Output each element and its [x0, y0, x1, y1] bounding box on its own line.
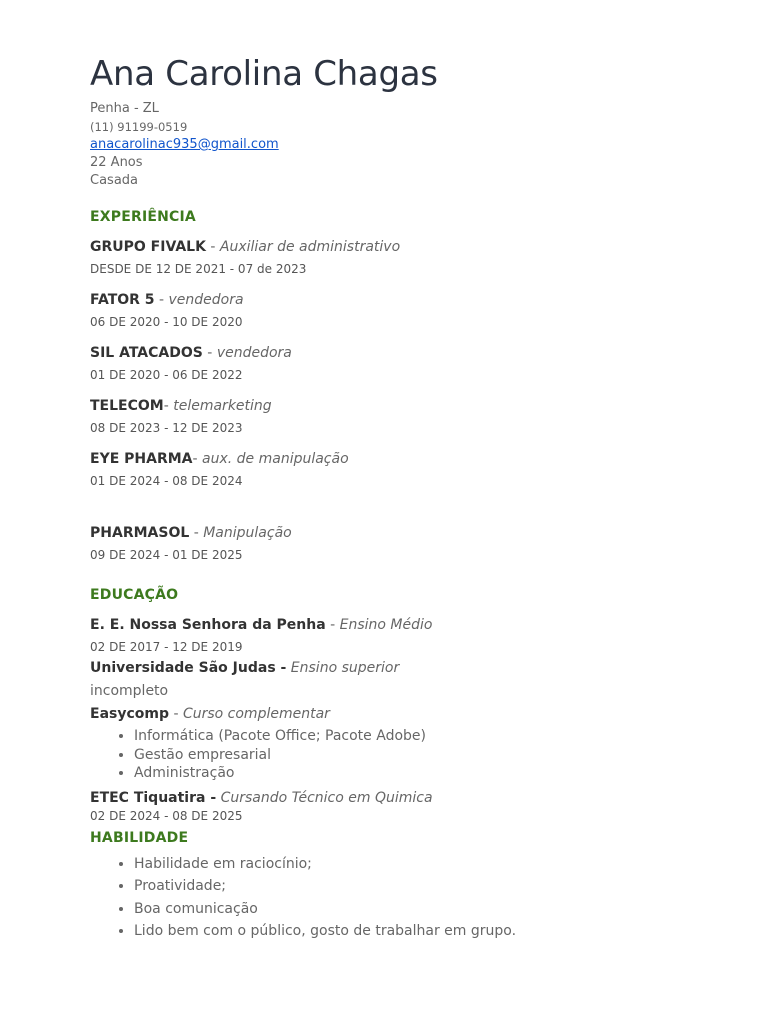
school-name: Universidade São Judas -	[90, 660, 287, 676]
education-entry: E. E. Nossa Senhora da Penha - Ensino Médio 02 DE 2017 - 12 DE 2019	[90, 616, 710, 655]
list-item: • Boa comunicação	[134, 898, 710, 921]
company-name: TELECOM	[90, 398, 164, 414]
skills-list	[90, 853, 710, 943]
education-entry	[90, 789, 710, 824]
company-name: EYE PHARMA	[90, 451, 193, 467]
list-item: • Proatividade;	[134, 875, 710, 898]
job-role: telemarketing	[173, 398, 272, 414]
education-note: incompleto	[90, 683, 169, 699]
experience-entry: EYE PHARMA- aux. de manipulação 01 DE 2024 - 08 DE 2024	[90, 450, 710, 489]
job-dates: 09 DE 2024 - 01 DE 2025	[90, 548, 243, 562]
list-item: • Habilidade em raciocínio;	[134, 853, 710, 876]
age: 22 Anos	[90, 155, 143, 170]
list-item: • Administração	[134, 764, 710, 783]
education-heading: EDUCAÇÃO	[90, 587, 179, 603]
experience-entry: SIL ATACADOS - vendedora 01 DE 2020 - 06 DE 2022	[90, 344, 710, 383]
school-name: E. E. Nossa Senhora da Penha	[90, 617, 326, 633]
company-name: PHARMASOL	[90, 525, 190, 541]
company-name: GRUPO FIVALK	[90, 239, 206, 255]
resume-page	[90, 52, 710, 943]
job-role: Manipulação	[203, 525, 292, 541]
job-dates: 08 DE 2023 - 12 DE 2023	[90, 421, 243, 435]
course-topics-list	[90, 727, 710, 783]
experience-heading: EXPERIÊNCIA	[90, 209, 196, 225]
school-name: ETEC Tiquatira -	[90, 789, 217, 806]
location: Penha - ZL	[90, 101, 159, 116]
job-dates: DESDE DE 12 DE 2021 - 07 de 2023	[90, 262, 307, 276]
course-name: Ensino superior	[286, 660, 400, 676]
experience-entry: GRUPO FIVALK - Auxiliar de administrativo DESDE DE 12 DE 2021 - 07 de 2023	[90, 238, 710, 277]
list-item: • Gestão empresarial	[134, 746, 710, 765]
job-role: vendedora	[216, 345, 292, 361]
job-dates: 01 DE 2020 - 06 DE 2022	[90, 368, 243, 382]
course-name: Ensino Médio	[339, 617, 433, 633]
list-item: • Lido bem com o público, gosto de trabalhar em grupo.	[134, 920, 710, 943]
job-role: Auxiliar de administrativo	[219, 239, 401, 255]
education-entry	[90, 659, 710, 699]
school-name: Easycomp	[90, 706, 169, 722]
candidate-name: Ana Carolina Chagas	[90, 54, 438, 94]
skills-heading: HABILIDADE	[90, 829, 189, 846]
course-name: Cursando Técnico em Quimica	[216, 789, 433, 806]
email-link[interactable]: anacarolinac935@gmail.com	[90, 137, 279, 152]
education-dates: 02 DE 2024 - 08 DE 2025	[90, 808, 243, 823]
phone: (11) 91199-0519	[90, 120, 188, 134]
experience-entry: PHARMASOL - Manipulação 09 DE 2024 - 01 DE 2025	[90, 524, 710, 563]
course-name: Curso complementar	[182, 706, 330, 722]
company-name: SIL ATACADOS	[90, 345, 203, 361]
experience-entry: FATOR 5 - vendedora 06 DE 2020 - 10 DE 2020	[90, 291, 710, 330]
job-dates: 01 DE 2024 - 08 DE 2024	[90, 474, 243, 488]
job-role: vendedora	[168, 292, 244, 308]
experience-entry: TELECOM- telemarketing 08 DE 2023 - 12 DE 2023	[90, 397, 710, 436]
list-item: • Informática (Pacote Office; Pacote Adobe)	[134, 727, 710, 746]
job-role: aux. de manipulação	[202, 451, 349, 467]
education-entry: Easycomp - Curso complementar • Informática (Pacote Office; Pacote Adobe) • Gestão empresarial • Administração	[90, 705, 710, 783]
education-dates: 02 DE 2017 - 12 DE 2019	[90, 640, 243, 654]
job-dates: 06 DE 2020 - 10 DE 2020	[90, 315, 243, 329]
marital-status: Casada	[90, 173, 139, 188]
contact-block	[90, 100, 710, 190]
company-name: FATOR 5	[90, 292, 155, 308]
